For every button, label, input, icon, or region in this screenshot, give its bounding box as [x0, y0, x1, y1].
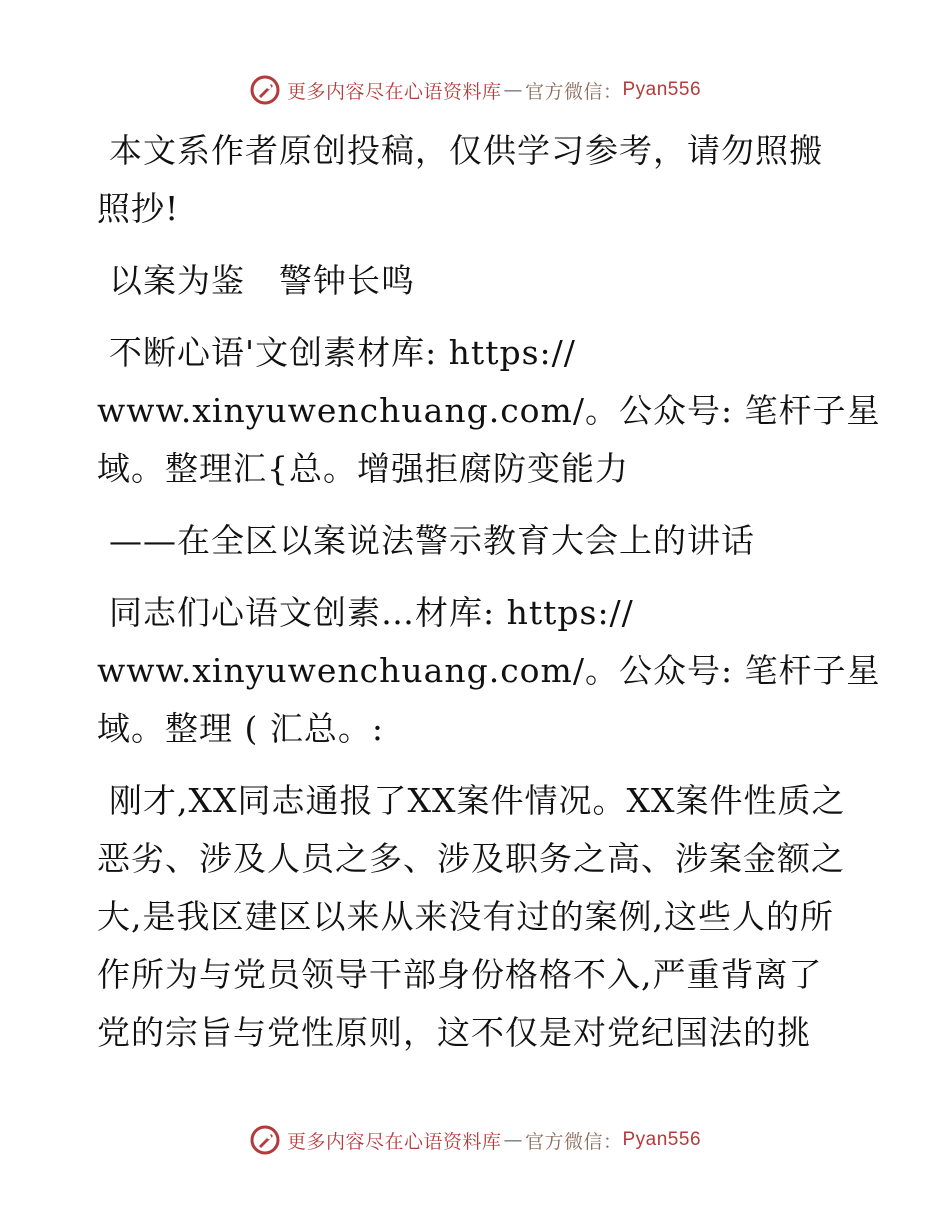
text-line: 本文系作者原创投稿，仅供学习参考，请勿照搬: [109, 131, 823, 170]
text-line: 同志们心语文创素…材库: https://: [109, 593, 634, 632]
header-watermark-text: 更多内容尽在心语资料库: [286, 80, 502, 103]
text-line: 党的宗旨与党性原则，这不仅是对党纪国法的挑: [97, 1013, 811, 1052]
text-line: 域。整理 ( 汇总。:: [97, 709, 384, 748]
text-line: www.xinyuwenchuang.com/。公众号: 笔杆子星: [97, 391, 881, 430]
text-line: 域。整理汇{总。增强拒腐防变能力: [97, 449, 629, 488]
text-line: 大,是我区建区以来从来没有过的案例,这些人的所: [97, 897, 834, 936]
text-line: 刚才,XX同志通报了XX案件情况。XX案件性质之: [109, 781, 846, 820]
text-line: 作所为与党员领导干部身份格格不入,严重背离了: [97, 955, 823, 994]
header-watermark: [0, 70, 950, 110]
footer-watermark-dash: —: [503, 1129, 523, 1151]
paragraph-greeting: [97, 584, 881, 758]
footer-watermark: [0, 1120, 950, 1160]
footer-watermark-wechat: 官方微信：: [524, 1130, 623, 1153]
header-watermark-wechat: 官方微信：: [524, 80, 623, 103]
footer-watermark-text: 更多内容尽在心语资料库: [286, 1130, 502, 1153]
footer-watermark-handle: Pyan556: [622, 1129, 702, 1150]
paragraph-disclaimer: [97, 122, 867, 238]
text-line: www.xinyuwenchuang.com/。公众号: 笔杆子星: [97, 651, 881, 690]
text-line: 恶劣、涉及人员之多、涉及职务之高、涉案金额之: [97, 839, 845, 878]
paragraph-body: [97, 772, 867, 1062]
paragraph-source-note-1: [97, 324, 881, 498]
text-line: 以案为鉴 警钟长鸣: [109, 261, 415, 300]
text-line: 不断心语'文创素材库: https://: [109, 333, 576, 372]
text-line: 照抄!: [97, 189, 180, 228]
paragraph-heading: [97, 252, 867, 310]
document-body: [97, 122, 881, 1076]
pen-logo-icon: [249, 1124, 281, 1156]
pen-logo-icon: [249, 74, 281, 106]
paragraph-subtitle: [97, 512, 867, 570]
header-watermark-dash: —: [503, 79, 523, 101]
header-watermark-handle: Pyan556: [622, 79, 702, 100]
text-line: ——在全区以案说法警示教育大会上的讲话: [109, 521, 755, 560]
